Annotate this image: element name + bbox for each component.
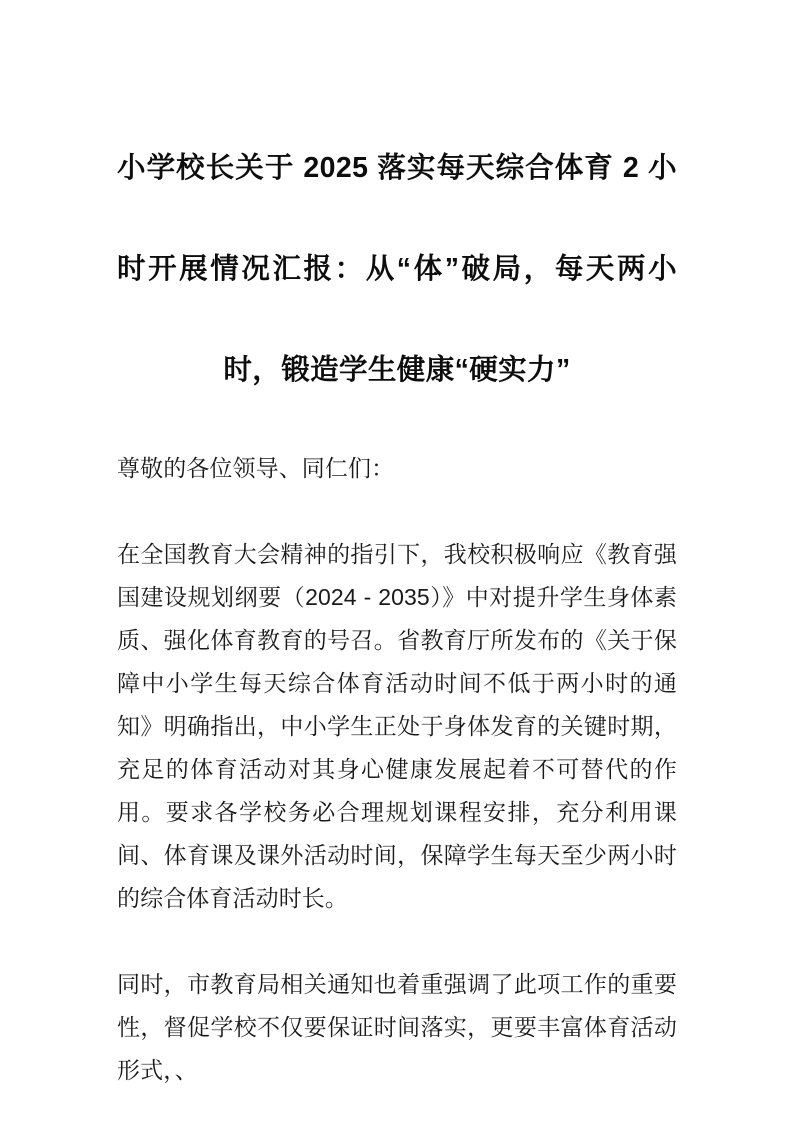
body-paragraph-1: 在全国教育大会精神的指引下，我校积极响应《教育强国建设规划纲要（2024 - 2035）》中对提升学生身体素质、强化体育教育的号召。省教育厅所发布的《关于保障中小学生每天综合体育活动时间不低于两小时的通知》明确指出，中小学生正处于身体发育的关键时期，充足的体育活动对其身心健康发展起着不可替代的作用。要求各学校务必合理规划课程安排，充分利用课间、体育课及课外活动时间，保障学生每天至少两小时的综合体育活动时长。 — [117, 541, 677, 911]
body-paragraph-2: 同时，市教育局相关通知也着重强调了此项工作的重要性，督促学校不仅要保证时间落实，更要丰富体育活动形式，、 — [117, 971, 677, 1083]
title-line-2: 时开展情况汇报：从“体”破局，每天两小 — [117, 253, 677, 285]
salutation: 尊敬的各位领导、同仁们： — [117, 455, 395, 481]
document-body — [117, 447, 677, 1092]
title-line-3: 时，锻造学生健康“硬实力” — [223, 354, 571, 386]
title-line-1: 小学校长关于 2025 落实每天综合体育 2 小 — [117, 152, 677, 184]
document-title — [117, 118, 677, 421]
